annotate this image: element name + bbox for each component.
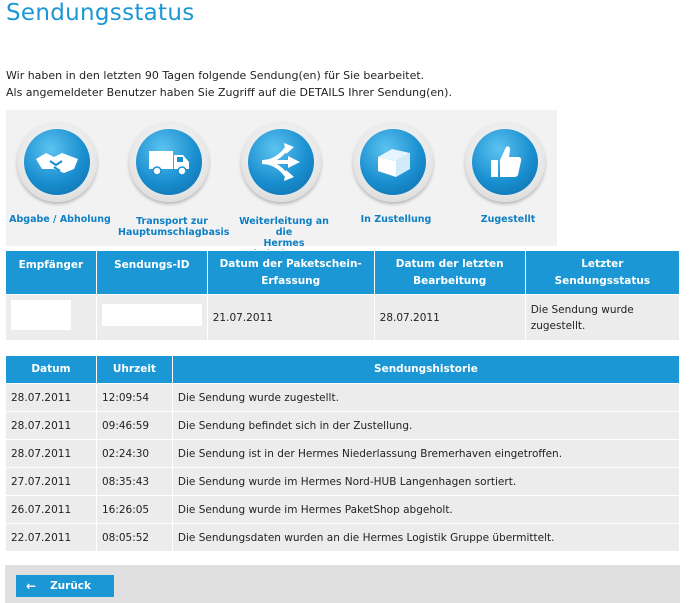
table-row (6, 384, 680, 412)
cell-status: Die Sendung wurde zugestellt. (525, 295, 679, 341)
cell-historie: Die Sendung wurde zugestellt. (172, 384, 679, 412)
step-label: Weiterleitung an die (239, 216, 329, 238)
page-title: Sendungsstatus (6, 0, 195, 26)
cell-uhrzeit: 12:09:54 (96, 384, 172, 412)
cell-datum: 27.07.2011 (6, 468, 97, 496)
cell-datum: 28.07.2011 (6, 384, 97, 412)
cell-datum: 28.07.2011 (6, 412, 97, 440)
cell-uhrzeit: 02:24:30 (96, 440, 172, 468)
shipment-summary-table (5, 250, 680, 341)
forward-arrows-icon (258, 139, 304, 185)
cell-empfaenger (6, 295, 97, 341)
header-sendungs-id: Sendungs-ID (96, 251, 207, 295)
cell-uhrzeit: 08:05:52 (96, 524, 172, 552)
cell-sendungs-id (96, 295, 207, 341)
cell-uhrzeit: 16:26:05 (96, 496, 172, 524)
intro-line-1: Wir haben in den letzten 90 Tagen folgende Sendung(en) für Sie bearbeitet. (6, 69, 425, 82)
status-steps (6, 110, 557, 249)
cell-uhrzeit: 08:35:43 (96, 468, 172, 496)
step-label: Zugestellt (480, 214, 536, 225)
step-zugestellt (454, 110, 562, 246)
step-label: In Zustellung (360, 214, 432, 225)
cell-datum: 26.07.2011 (6, 496, 97, 524)
table-row (6, 524, 680, 552)
redacted-field (11, 300, 71, 330)
header-status: Letzter Sendungsstatus (525, 251, 679, 295)
cell-erfassung: 21.07.2011 (207, 295, 374, 341)
header-erfassung: Datum der Paketschein- Erfassung (207, 251, 374, 295)
cell-datum: 28.07.2011 (6, 440, 97, 468)
cell-uhrzeit: 09:46:59 (96, 412, 172, 440)
intro-text (6, 67, 452, 101)
step-weiterleitung: Weiterleitung an die Hermes (230, 110, 338, 246)
header-uhrzeit: Uhrzeit (96, 356, 172, 384)
cell-historie: Die Sendungsdaten wurden an die Hermes Logistik Gruppe übermittelt. (172, 524, 679, 552)
table-row (6, 412, 680, 440)
thumbs-up-icon (482, 139, 528, 185)
table-row (6, 295, 680, 341)
header-bearbeitung: Datum der letzten Bearbeitung (374, 251, 525, 295)
cell-historie: Die Sendung wurde im Hermes Nord-HUB Langenhagen sortiert. (172, 468, 679, 496)
truck-icon (146, 139, 192, 185)
cell-bearbeitung: 28.07.2011 (374, 295, 525, 341)
header-historie: Sendungshistorie (172, 356, 679, 384)
cell-historie: Die Sendung wurde im Hermes PaketShop abgeholt. (172, 496, 679, 524)
intro-line-2: Als angemeldeter Benutzer haben Sie Zugriff auf die DETAILS Ihrer Sendung(en). (6, 86, 452, 99)
step-abgabe (6, 110, 114, 246)
cell-historie: Die Sendung ist in der Hermes Niederlassung Bremerhaven eingetroffen. (172, 440, 679, 468)
header-empfaenger: Empfänger (6, 251, 97, 295)
cell-datum: 22.07.2011 (6, 524, 97, 552)
step-zustellung (342, 110, 450, 246)
package-icon (370, 139, 416, 185)
back-button[interactable] (16, 575, 114, 597)
arrow-left-icon: ← (26, 579, 37, 593)
footer-bar (5, 565, 680, 603)
step-label: Transport zur (136, 216, 208, 227)
redacted-field (102, 304, 202, 326)
header-datum: Datum (6, 356, 97, 384)
step-transport: Transport zur Hauptumschlagbasis (118, 110, 226, 246)
table-header-row (6, 251, 680, 295)
handshake-icon (34, 139, 80, 185)
step-label: Abgabe / Abholung (9, 214, 111, 225)
cell-historie: Die Sendung befindet sich in der Zustellung. (172, 412, 679, 440)
table-header-row (6, 356, 680, 384)
back-button-label: Zurück (50, 580, 92, 592)
table-row (6, 468, 680, 496)
table-row (6, 440, 680, 468)
shipment-history-table (5, 355, 680, 552)
table-row (6, 496, 680, 524)
